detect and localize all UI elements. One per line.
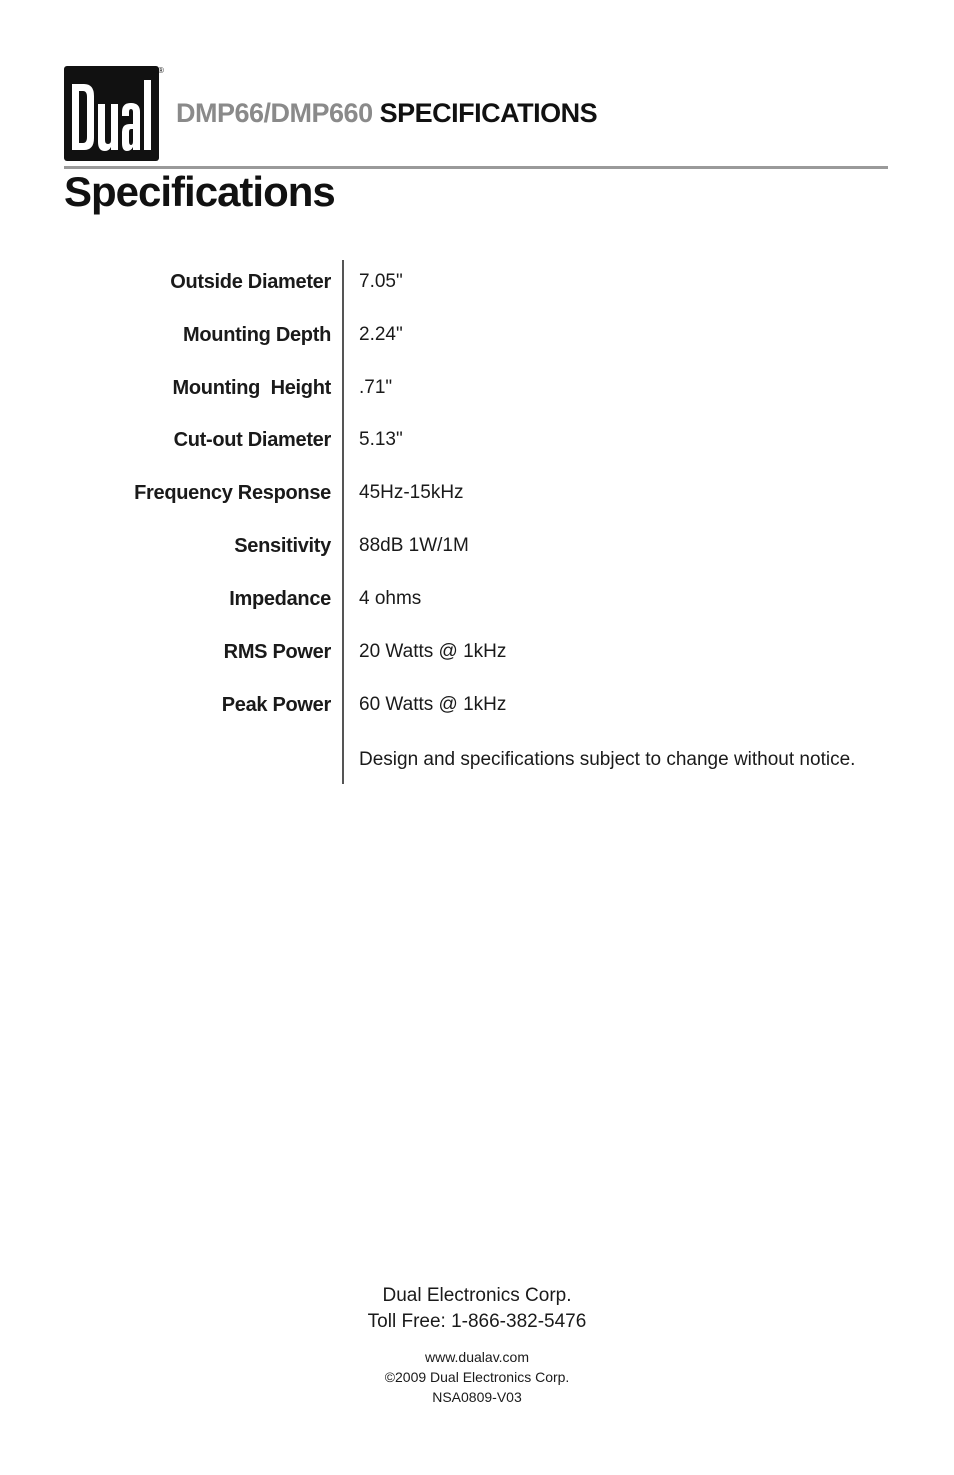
footer-phone: Toll Free: 1-866-382-5476 <box>367 1311 587 1332</box>
spec-value: 45Hz-15kHz <box>359 482 464 503</box>
spec-value: .71" <box>359 377 393 398</box>
spec-label: Impedance <box>229 588 331 610</box>
spec-value: 88dB 1W/1M <box>359 535 469 556</box>
spec-value: 5.13" <box>359 429 403 450</box>
spec-row <box>0 641 954 681</box>
spec-value: 2.24" <box>359 324 403 345</box>
footer-doc-code: NSA0809-V03 <box>432 1389 522 1405</box>
footer-copyright: ©2009 Dual Electronics Corp. <box>384 1369 570 1385</box>
spec-value: 4 ohms <box>359 588 422 609</box>
spec-label: Mounting Depth <box>183 324 331 346</box>
disclaimer-notice: Design and specifications subject to change without notice. <box>359 749 856 770</box>
spec-value: 60 Watts @ 1kHz <box>359 694 507 715</box>
header-title <box>176 98 597 129</box>
spec-value: 20 Watts @ 1kHz <box>359 641 507 662</box>
footer-company: Dual Electronics Corp. <box>382 1285 572 1306</box>
spec-row <box>0 482 954 522</box>
spec-row <box>0 535 954 575</box>
spec-label: Sensitivity <box>234 535 331 557</box>
model-number: DMP66/DMP660 <box>176 98 373 128</box>
spec-row <box>0 588 954 628</box>
spec-value: 7.05" <box>359 271 403 292</box>
dual-logo <box>64 66 159 161</box>
spec-label: Frequency Response <box>134 482 331 504</box>
spec-label: Peak Power <box>221 694 331 716</box>
footer-website: www.dualav.com <box>424 1349 529 1365</box>
header-title-word: SPECIFICATIONS <box>379 98 598 128</box>
spec-row <box>0 694 954 734</box>
page-title: Specifications <box>64 168 335 215</box>
spec-label: Outside Diameter <box>170 271 331 293</box>
spec-row <box>0 324 954 364</box>
dual-logo-mark <box>64 66 159 161</box>
spec-row <box>0 429 954 469</box>
registered-mark: ® <box>158 66 164 75</box>
spec-label: Mounting Height <box>172 377 331 399</box>
spec-row <box>0 377 954 417</box>
spec-label: RMS Power <box>223 641 331 663</box>
spec-label: Cut-out Diameter <box>173 429 331 451</box>
spec-row <box>0 271 954 311</box>
